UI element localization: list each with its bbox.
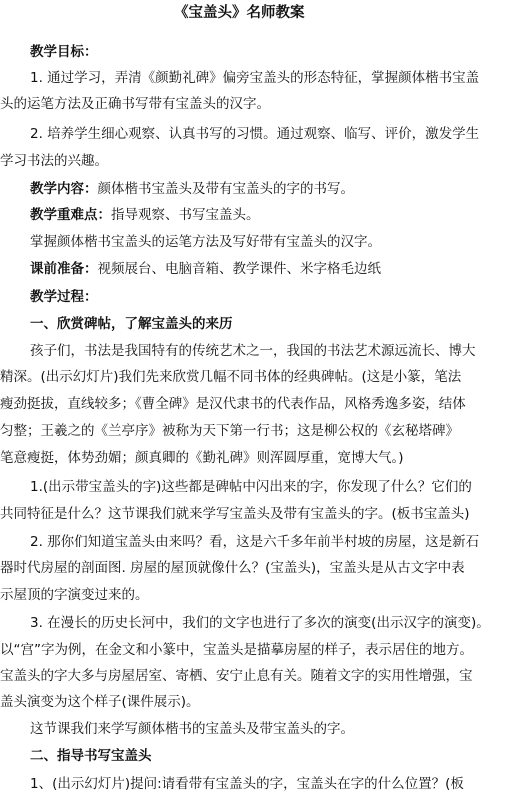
content-row: [30, 179, 508, 199]
item-1-line-2: 共同特征是什么？这节课我们就来学写宝盖头及带有宝盖头的字。(板书宝盖头): [0, 506, 470, 522]
objective-2-line-1: 2. 培养学生细心观察、认真书写的习惯。通过观察、临写、评价，激发学生: [30, 126, 480, 142]
item-3-line-1: 3. 在漫长的历史长河中，我们的文字也进行了多次的演变(出示汉字的演变)。: [30, 615, 490, 631]
item-2-line-3: 示屋顶的字演变过来的。: [0, 587, 149, 603]
section-1-heading: 一、欣赏碑帖，了解宝盖头的来历: [30, 316, 233, 332]
item-1-line-1: 1.(出示带宝盖头的字)这些都是碑帖中闪出来的字，你发现了什么？它们的: [30, 479, 472, 495]
item-2-line-2: 器时代房屋的剖面图. 房屋的屋顶就像什么？(宝盖头)，宝盖头是从古文字中表: [0, 560, 465, 576]
objectives-heading: 教学目标：: [30, 44, 98, 60]
key-row: [30, 205, 508, 225]
item-3-line-4: 盖头演变为这个样子(课件展示)。: [0, 694, 200, 710]
paragraph-1-line-1: 孩子们，书法是我国特有的传统艺术之一，我国的书法艺术源远流长、博大: [30, 343, 476, 359]
content-text: 颜体楷书宝盖头及带有宝盖头的字的书写。: [97, 181, 354, 197]
section-2-item-1: 1、(出示幻灯片)提问:请看带有宝盖头的字，宝盖头在字的什么位置？(板: [30, 776, 464, 792]
item-2-line-1: 2. 那你们知道宝盖头由来吗？看，这是六千多年前半村坡的房屋，这是新石: [30, 534, 480, 550]
item-3-line-3: 宝盖头的字大多与房屋居室、寄栖、安宁止息有关。随着文字的实用性增强，宝: [0, 668, 473, 684]
summary-line: 这节课我们来学写颜体楷书的宝盖头及带宝盖头的字。: [30, 721, 354, 737]
prep-text: 视频展台、电脑音箱、教学课件、米字格毛边纸: [97, 261, 381, 277]
section-2-heading: 二、指导书写宝盖头: [30, 748, 152, 764]
prep-label: 课前准备：: [30, 261, 98, 277]
paragraph-1-line-2: 精深。(出示幻灯片)我们先来欣赏几幅不同书体的经典碑帖。(这是小篆，笔法: [0, 369, 462, 385]
key-text-2: 掌握颜体楷书宝盖头的运笔方法及写好带有宝盖头的汉字。: [30, 234, 381, 250]
objective-1-line-1: 1. 通过学习，弄清《颜勤礼碑》偏旁宝盖头的形态特征，掌握颜体楷书宝盖: [30, 70, 480, 86]
paragraph-1-line-5: 笔意瘦挺，体势劲媚；颜真卿的《勤礼碑》则浑圆厚重，宽博大气。): [0, 450, 404, 466]
prep-row: [30, 259, 508, 279]
key-label: 教学重难点：: [30, 207, 111, 223]
document-title: 《宝盖头》名师教案: [174, 5, 305, 21]
objective-1-line-2: 头的运笔方法及正确书写带有宝盖头的汉字。: [0, 96, 270, 112]
objective-2-line-2: 学习书法的兴趣。: [0, 153, 108, 169]
paragraph-1-line-4: 匀整；王羲之的《兰亭序》被称为天下第一行书；这是柳公权的《玄秘塔碑》: [0, 423, 459, 439]
key-text: 指导观察、书写宝盖头。: [111, 207, 260, 223]
content-label: 教学内容：: [30, 181, 98, 197]
process-heading: 教学过程：: [30, 289, 98, 305]
item-3-line-2: 以“宫”字为例，在金文和小篆中，宝盖头是描摹房屋的样子，表示居住的地方。: [0, 642, 473, 658]
paragraph-1-line-3: 瘦劲挺拔，直线较多；《曹全碑》是汉代隶书的代表作品，风格秀逸多姿，结体: [0, 396, 466, 412]
